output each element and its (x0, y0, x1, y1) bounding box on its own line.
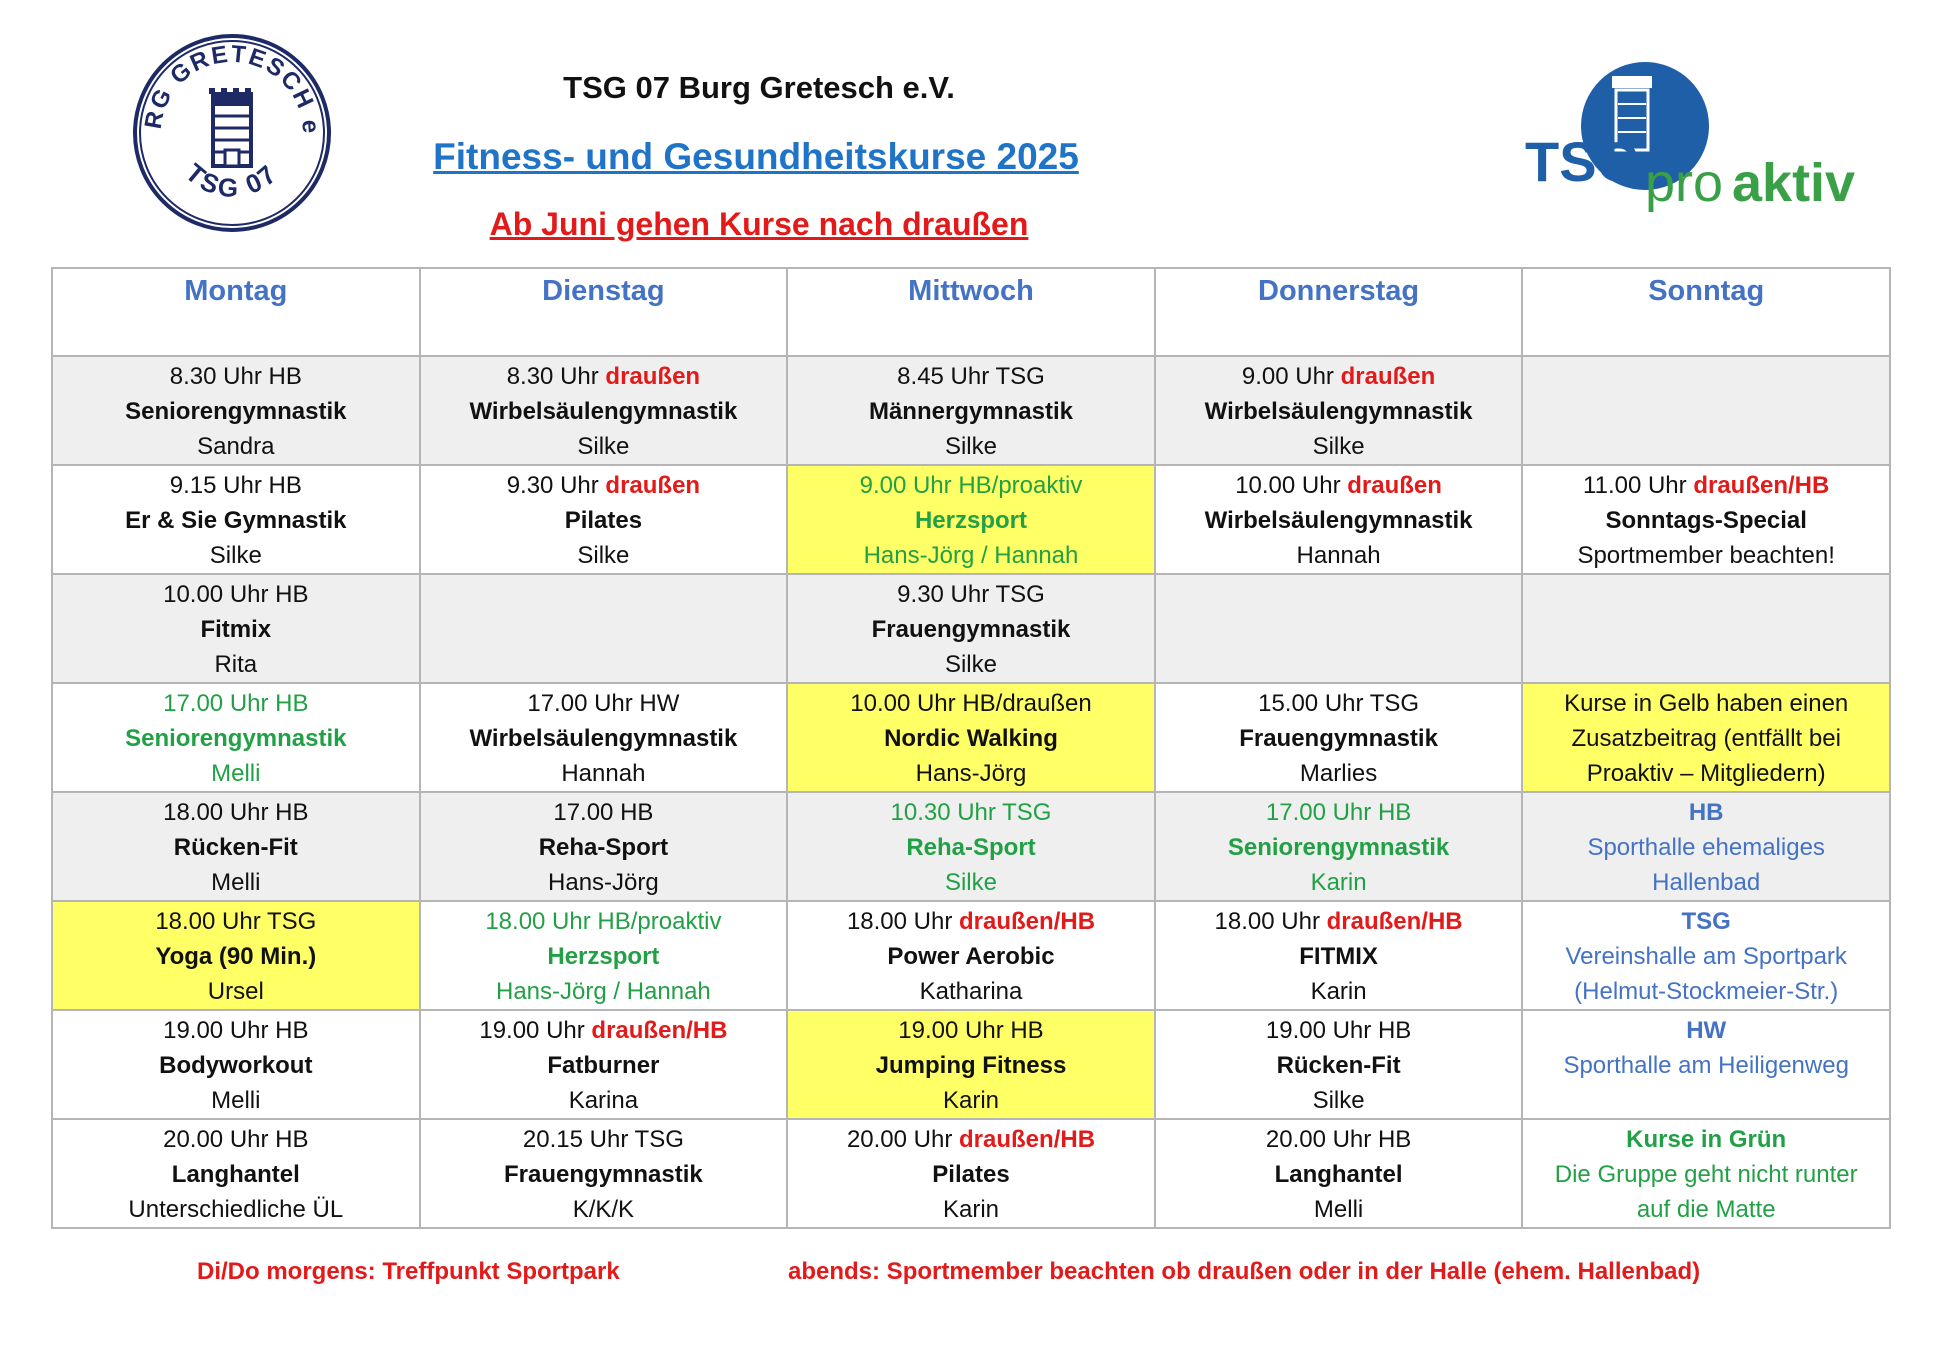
course-time: 9.30 Uhr TSG (897, 581, 1045, 608)
course-name: Langhantel (1274, 1161, 1403, 1188)
legend-line: Hallenbad (1652, 869, 1761, 896)
course-time: 8.30 Uhr HB (169, 363, 302, 390)
outdoor-label: draußen/HB (959, 908, 1096, 935)
course-time: 17.00 Uhr HB (1265, 799, 1412, 826)
course-name: Sonntags-Special (1605, 507, 1807, 534)
course-name: Wirbelsäulengymnastik (469, 398, 738, 425)
schedule-cell (787, 356, 1155, 465)
course-time: 20.00 Uhr HB (1265, 1126, 1412, 1153)
outdoor-label: draußen (605, 472, 701, 499)
course-time: 9.30 Uhr draußen (506, 472, 701, 499)
legend-line: Proaktiv – Mitgliedern) (1586, 760, 1826, 787)
course-name: Rücken-Fit (1276, 1052, 1401, 1079)
trainer-name: Hannah (561, 760, 646, 787)
course-time: 9.00 Uhr HB/proaktiv (859, 472, 1083, 499)
schedule-cell (1155, 792, 1523, 901)
trainer-name: Karin (1310, 869, 1367, 896)
trainer-name: Hans-Jörg / Hannah (863, 542, 1079, 569)
svg-text:TSG: TSG (1525, 130, 1641, 193)
footer-note-morning: Di/Do morgens: Treffpunkt Sportpark (197, 1258, 620, 1285)
schedule-row (52, 465, 1890, 574)
course-name: Wirbelsäulengymnastik (1204, 507, 1473, 534)
course-time: 10.00 Uhr HB (163, 581, 309, 608)
schedule-cell (1155, 1010, 1523, 1119)
trainer-name: K/K/K (572, 1196, 635, 1223)
day-header: Mittwoch (787, 268, 1155, 356)
course-time: 10.30 Uhr TSG (890, 799, 1052, 826)
schedule-cell (420, 574, 788, 683)
legend-line: Sporthalle ehemaliges (1587, 834, 1825, 861)
course-time: 10.00 Uhr draußen (1235, 472, 1442, 499)
schedule-cell (1522, 901, 1890, 1010)
course-name: Seniorengymnastik (1227, 834, 1450, 861)
course-time: 9.15 Uhr HB (169, 472, 302, 499)
schedule-cell (1155, 683, 1523, 792)
svg-text:aktiv: aktiv (1732, 153, 1856, 213)
schedule-cell (52, 356, 420, 465)
schedule-row (52, 792, 1890, 901)
outdoor-label: draußen (1340, 363, 1436, 390)
trainer-name: Hannah (1296, 542, 1381, 569)
schedule-cell (1522, 792, 1890, 901)
trainer-name: Karin (942, 1087, 999, 1114)
course-time: 18.00 Uhr draußen/HB (1214, 908, 1463, 935)
course-name: Rücken-Fit (173, 834, 298, 861)
outdoor-label: draußen/HB (1693, 472, 1830, 499)
footer-note-evening: abends: Sportmember beachten ob draußen oder in der Halle (ehem. Hallenbad) (788, 1258, 1701, 1285)
day-header: Dienstag (420, 268, 788, 356)
course-name: Männergymnastik (868, 398, 1074, 425)
schedule-cell (420, 465, 788, 574)
course-time: 18.00 Uhr draußen/HB (846, 908, 1096, 935)
trainer-name: Melli (1313, 1196, 1364, 1223)
schedule-cell (1155, 465, 1523, 574)
schedule-cell (52, 465, 420, 574)
schedule-cell (787, 792, 1155, 901)
trainer-name: Hans-Jörg (548, 869, 659, 896)
trainer-name: Silke (944, 651, 997, 678)
course-time: 18.00 Uhr TSG (155, 908, 317, 935)
course-name: Fitmix (200, 616, 272, 643)
trainer-name: Hans-Jörg / Hannah (496, 978, 711, 1005)
course-name: Frauengymnastik (504, 1161, 703, 1188)
course-name: Jumping Fitness (875, 1052, 1067, 1079)
course-time: 20.00 Uhr draußen/HB (846, 1126, 1096, 1153)
trainer-name: Sandra (197, 433, 275, 460)
course-name: Wirbelsäulengymnastik (1204, 398, 1473, 425)
legend-line: (Helmut-Stockmeier-Str.) (1574, 978, 1839, 1005)
course-name: Reha-Sport (538, 834, 669, 861)
schedule-cell (420, 356, 788, 465)
notice: Ab Juni gehen Kurse nach draußen (489, 206, 1029, 242)
schedule-cell (52, 901, 420, 1010)
trainer-name: Unterschiedliche ÜL (128, 1196, 344, 1223)
schedule-cell (1155, 901, 1523, 1010)
schedule-row (52, 1010, 1890, 1119)
trainer-name: Melli (211, 869, 261, 896)
course-name: Pilates (932, 1161, 1010, 1188)
trainer-name: Silke (577, 542, 630, 569)
course-name: Wirbelsäulengymnastik (469, 725, 738, 752)
legend-line: Vereinshalle am Sportpark (1565, 943, 1847, 970)
trainer-name: Silke (1312, 433, 1365, 460)
day-header-row (52, 268, 1890, 356)
schedule-cell (1155, 1119, 1523, 1228)
course-time: 19.00 Uhr draußen/HB (479, 1017, 728, 1044)
schedule-row (52, 574, 1890, 683)
course-name: Er & Sie Gymnastik (125, 507, 347, 534)
trainer-name: Karina (568, 1087, 639, 1114)
outdoor-label: draußen/HB (959, 1126, 1096, 1153)
legend-line: Sporthalle am Heiligenweg (1563, 1052, 1849, 1079)
legend-line: HB (1688, 799, 1724, 826)
schedule-table (51, 267, 1891, 1229)
course-name: Pilates (564, 507, 643, 534)
legend-line: Kurse in Grün (1626, 1126, 1787, 1153)
trainer-name: Sportmember beachten! (1577, 542, 1835, 569)
outdoor-label: draußen (605, 363, 701, 390)
legend-line: Zusatzbeitrag (entfällt bei (1571, 725, 1841, 752)
trainer-name: Karin (942, 1196, 999, 1223)
course-time: 17.00 HB (553, 799, 654, 826)
course-time: 20.00 Uhr HB (163, 1126, 309, 1153)
schedule-cell (52, 683, 420, 792)
day-header: Sonntag (1522, 268, 1890, 356)
svg-text:pro: pro (1645, 153, 1724, 213)
trainer-name: Melli (211, 1087, 261, 1114)
schedule-cell (420, 792, 788, 901)
course-time: 10.00 Uhr HB/draußen (850, 690, 1092, 717)
course-time: 17.00 Uhr HB (163, 690, 309, 717)
schedule-cell (1522, 356, 1890, 465)
schedule-row (52, 901, 1890, 1010)
schedule-cell (787, 1010, 1155, 1119)
schedule-cell (1522, 574, 1890, 683)
schedule-cell (52, 1119, 420, 1228)
course-name: FITMIX (1299, 943, 1378, 970)
trainer-name: Hans-Jörg (915, 760, 1027, 787)
course-time: 18.00 Uhr HB/proaktiv (485, 908, 722, 935)
schedule-cell (787, 574, 1155, 683)
schedule-cell (787, 683, 1155, 792)
course-name: Reha-Sport (906, 834, 1036, 861)
trainer-name: Rita (214, 651, 258, 678)
course-time: 8.30 Uhr draußen (506, 363, 701, 390)
legend-line: TSG (1681, 908, 1731, 935)
course-time: 9.00 Uhr draußen (1241, 363, 1436, 390)
legend-line: Die Gruppe geht nicht runter (1554, 1161, 1858, 1188)
svg-text:BURG GRETESCH e.V.: RG GRETESCH e (139, 40, 325, 137)
day-header: Donnerstag (1155, 268, 1523, 356)
trainer-name: Ursel (207, 978, 264, 1005)
schedule-cell (1155, 574, 1523, 683)
course-time: 8.45 Uhr TSG (897, 363, 1045, 390)
course-name: Herzsport (914, 507, 1027, 534)
course-name: Seniorengymnastik (125, 725, 347, 752)
schedule-cell (1522, 683, 1890, 792)
course-name: Nordic Walking (884, 725, 1058, 752)
org-name: TSG 07 Burg Gretesch e.V. (563, 70, 955, 105)
trainer-name: Silke (1312, 1087, 1365, 1114)
schedule-cell (1522, 1119, 1890, 1228)
schedule-row (52, 1119, 1890, 1228)
legend-line: Kurse in Gelb haben einen (1564, 690, 1849, 717)
day-header: Montag (52, 268, 420, 356)
schedule-cell (1155, 356, 1523, 465)
course-name: Seniorengymnastik (125, 398, 347, 425)
svg-text:TSG 07: TSG 07 (179, 157, 285, 204)
course-name: Bodyworkout (159, 1052, 313, 1079)
course-time: 19.00 Uhr HB (163, 1017, 309, 1044)
legend-line: auf die Matte (1636, 1196, 1776, 1223)
trainer-name: Melli (211, 760, 261, 787)
schedule-cell (420, 683, 788, 792)
schedule-cell (420, 1010, 788, 1119)
schedule-row (52, 683, 1890, 792)
trainer-name: Silke (944, 869, 997, 896)
schedule-cell (787, 901, 1155, 1010)
course-name: Yoga (90 Min.) (155, 943, 317, 970)
outdoor-label: draußen (1347, 472, 1442, 499)
outdoor-label: draußen/HB (591, 1017, 728, 1044)
schedule-cell (52, 792, 420, 901)
schedule-row (52, 356, 1890, 465)
course-name: Power Aerobic (887, 943, 1055, 970)
course-time: 19.00 Uhr HB (898, 1017, 1044, 1044)
burg-gretesch-logo (131, 32, 333, 234)
course-time: 15.00 Uhr TSG (1258, 690, 1420, 717)
schedule-cell (52, 1010, 420, 1119)
course-name: Herzsport (547, 943, 660, 970)
schedule-cell (1522, 465, 1890, 574)
legend-line: HW (1686, 1017, 1727, 1044)
schedule-cell (787, 1119, 1155, 1228)
course-name: Fatburner (547, 1052, 660, 1079)
course-time: 11.00 Uhr draußen/HB (1583, 472, 1830, 499)
course-name: Langhantel (171, 1161, 300, 1188)
page-title: Fitness- und Gesundheitskurse 2025 (433, 136, 1079, 177)
course-time: 19.00 Uhr HB (1265, 1017, 1412, 1044)
course-time: 20.15 Uhr TSG (522, 1126, 684, 1153)
course-time: 18.00 Uhr HB (163, 799, 309, 826)
schedule-cell (52, 574, 420, 683)
course-name: Frauengymnastik (871, 616, 1071, 643)
schedule-cell (787, 465, 1155, 574)
legend-line (1523, 1083, 1889, 1118)
trainer-name: Katharina (919, 978, 1023, 1005)
trainer-name: Karin (1310, 978, 1367, 1005)
trainer-name: Marlies (1299, 760, 1378, 787)
trainer-name: Silke (577, 433, 630, 460)
course-name: Frauengymnastik (1239, 725, 1438, 752)
outdoor-label: draußen/HB (1326, 908, 1463, 935)
schedule-cell (1522, 1010, 1890, 1119)
schedule-cell (420, 1119, 788, 1228)
course-time: 17.00 Uhr HW (527, 690, 680, 717)
trainer-name: Silke (944, 433, 997, 460)
schedule-cell (420, 901, 788, 1010)
trainer-name: Silke (209, 542, 262, 569)
